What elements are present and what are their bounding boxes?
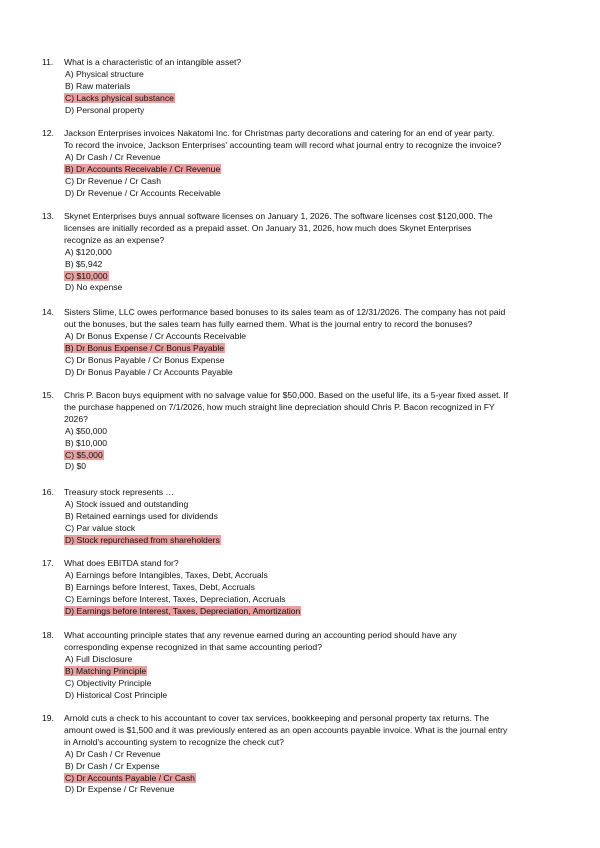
answer-option: A) $120,000 (65, 246, 112, 257)
answer-options (64, 654, 572, 702)
answer-options (64, 152, 572, 200)
question-block (42, 630, 572, 701)
question-number: 19. (42, 713, 54, 723)
answer-option: B) $10,000 (65, 437, 108, 448)
question-number: 14. (42, 307, 54, 317)
answer-option: D) No expense (65, 282, 123, 293)
answer-option-correct: D) Earnings before Interest, Taxes, Depreciation, Amortization (65, 605, 301, 616)
question-block (42, 487, 572, 547)
question-block (42, 128, 572, 199)
answer-options (64, 69, 572, 117)
answer-option-correct: B) Dr Accounts Receivable / Cr Revenue (65, 163, 221, 174)
answer-option: A) Dr Bonus Expense / Cr Accounts Receivable (65, 330, 247, 341)
question-number: 18. (42, 630, 54, 640)
answer-option: B) Retained earnings used for dividends (65, 510, 218, 521)
question-text: Jackson Enterprises invoices Nakatomi Inc. for Christmas party decorations and catering for an end of year party. To record the invoice, Jackson Enterprises' accounting team will record what journal entry to recognize the invoice? (64, 128, 502, 150)
answer-option: A) Full Disclosure (65, 653, 133, 664)
question-number: 11. (42, 57, 54, 67)
question-block (42, 307, 572, 378)
answer-option: A) Dr Cash / Cr Revenue (65, 748, 161, 759)
answer-option: C) Par value stock (65, 522, 136, 533)
answer-option-correct: B) Matching Principle (65, 665, 147, 676)
answer-option: C) Dr Bonus Payable / Cr Bonus Expense (65, 354, 225, 365)
question-block (42, 713, 572, 796)
question-text: Sisters Slime, LLC owes performance based bonuses to its sales team as of 12/31/2026. The company has not paid out the bonuses, but the sales team has fully earned them. What is the journal entry to record the bonuses? (64, 307, 506, 329)
question-number: 16. (42, 487, 54, 497)
question-number: 13. (42, 211, 54, 221)
answer-options (64, 331, 572, 379)
answer-option: B) $5,942 (65, 258, 103, 269)
question-block (42, 57, 572, 117)
answer-option: B) Earnings before Interest, Taxes, Debt, Accruals (65, 581, 255, 592)
answer-option: A) $50,000 (65, 425, 108, 436)
question-block (42, 211, 572, 294)
answer-option: C) Earnings before Interest, Taxes, Depreciation, Accruals (65, 593, 286, 604)
question-text: What accounting principle states that any revenue earned during an accounting period should have any corresponding expense recognized in that same accounting period? (64, 630, 457, 652)
answer-options (64, 499, 572, 547)
answer-option: C) Objectivity Principle (65, 677, 152, 688)
answer-option: D) Dr Bonus Payable / Cr Accounts Payable (65, 366, 233, 377)
question-text: Chris P. Bacon buys equipment with no salvage value for $50,000. Based on the useful life, its a 5-year fixed asset. If the purchase happened on 7/1/2026, how much straight line depreciation should Chris P. Bacon recognized in FY 2026? (64, 390, 509, 424)
answer-options (64, 570, 572, 618)
question-text: Treasury stock represents … (64, 487, 175, 497)
question-number: 15. (42, 390, 54, 400)
question-text: What does EBITDA stand for? (64, 558, 179, 568)
answer-option: D) Personal property (65, 104, 145, 115)
answer-option: D) Dr Expense / Cr Revenue (65, 784, 175, 795)
question-block (42, 558, 572, 618)
answer-options (64, 749, 572, 797)
answer-option-correct: C) $10,000 (65, 270, 108, 281)
answer-option-correct: D) Stock repurchased from shareholders (65, 534, 220, 545)
answer-option-correct: B) Dr Bonus Expense / Cr Bonus Payable (65, 342, 225, 353)
question-block (42, 390, 572, 473)
question-number: 12. (42, 128, 54, 138)
answer-option: A) Stock issued and outstanding (65, 498, 189, 509)
answer-option-correct: C) $5,000 (65, 449, 103, 460)
answer-option: A) Earnings before Intangibles, Taxes, Debt, Accruals (65, 569, 268, 580)
question-text: Skynet Enterprises buys annual software licenses on January 1, 2026. The software licenses cost $120,000. The licenses are initially recorded as a prepaid asset. On January 31, 2026, how much does Skynet Enterprises recognize as an expense? (64, 211, 493, 245)
answer-option: D) Dr Revenue / Cr Accounts Receivable (65, 187, 221, 198)
answer-option-correct: C) Lacks physical substance (65, 92, 174, 103)
answer-option: C) Dr Revenue / Cr Cash (65, 175, 161, 186)
answer-option: D) $0 (65, 461, 87, 472)
answer-option: A) Physical structure (65, 68, 144, 79)
question-text: Arnold cuts a check to his accountant to cover tax services, bookkeeping and personal property tax returns. The amount owed is $1,500 and it was previously entered as an open accounts payable invoice. What is the journal entry in Arnold's accounting system to recognize the check cut? (64, 713, 508, 747)
question-number: 17. (42, 558, 54, 568)
answer-option: A) Dr Cash / Cr Revenue (65, 151, 161, 162)
answer-option-correct: C) Dr Accounts Payable / Cr Cash (65, 772, 195, 783)
question-text: What is a characteristic of an intangible asset? (64, 57, 242, 67)
answer-option: D) Historical Cost Principle (65, 689, 168, 700)
answer-option: B) Raw materials (65, 80, 131, 91)
answer-options (64, 426, 572, 474)
answer-option: B) Dr Cash / Cr Expense (65, 760, 160, 771)
answer-options (64, 247, 572, 295)
